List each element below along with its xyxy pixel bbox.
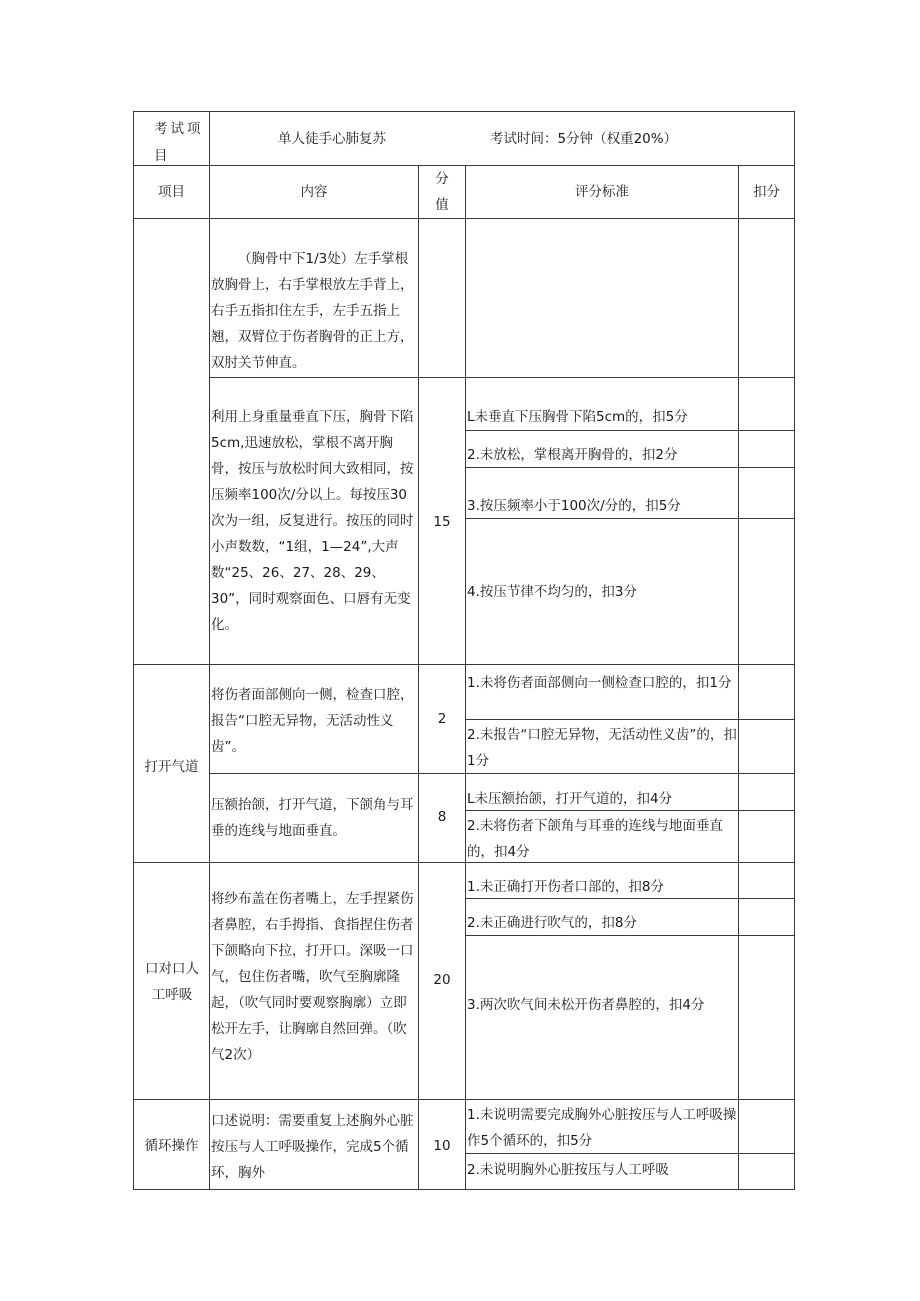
criteria-item: 3.两次吹气间未松开伤者鼻腔的，扣4分: [467, 997, 705, 1013]
criteria-item: 2.未说明胸外心脏按压与人工呼吸: [467, 1162, 669, 1178]
rule: [465, 430, 795, 431]
criteria-item: 1.未正确打开伤者口部的，扣8分: [467, 879, 664, 895]
rule: [465, 719, 795, 720]
row-content: （胸骨中下1/3处）左手掌根放胸骨上，右手掌根放左手背上，右手五指扣住左手，左手五指上翘，双臂位于伤者胸骨的正上方，双肘关节伸直。: [211, 251, 414, 371]
row-content: 压额抬颌，打开气道，下颌角与耳垂的连线与地面垂直。: [211, 797, 414, 839]
rule: [209, 111, 210, 1190]
rule: [133, 1099, 795, 1100]
criteria-item: 1.未说明需要完成胸外心脏按压与人工呼吸操作5个循环的，扣5分: [467, 1107, 737, 1149]
row-item: 打开气道: [144, 759, 199, 775]
criteria-item: 2.未正确进行吹气的，扣8分: [467, 915, 637, 931]
rule: [133, 1189, 795, 1190]
criteria-item: L未垂直下压胸骨下陷5cm的，扣5分: [467, 409, 688, 425]
row-item: 循环操作: [144, 1138, 199, 1154]
row-score: 10: [433, 1138, 451, 1154]
rule: [465, 165, 466, 1190]
criteria-item: 2.未放松，掌根离开胸骨的，扣2分: [467, 447, 678, 463]
rule: [133, 111, 134, 1190]
criteria-item: L未压额抬颌，打开气道的，扣4分: [467, 791, 673, 807]
row-content: 利用上身重量垂直下压，胸骨下陷5cm,迅速放松，掌根不离开胸骨，按压与放松时间大致相同，按压频率100次/分以上。每按压30次为一组，反复进行。按压的同时小声数数，“1组，1—24”,大声数“25、26、27、28、29、30”，同时观察面色、口唇有无变化。: [211, 409, 414, 633]
exam-item-label: 考试项 目: [154, 121, 204, 164]
criteria-item: 2.未报告“口腔无异物，无活动性义齿”的，扣1分: [467, 727, 737, 769]
rule: [133, 218, 795, 219]
criteria-item: 4.按压节律不均匀的，扣3分: [467, 584, 637, 600]
row-score: 2: [437, 711, 447, 727]
col-criteria: 评分标准: [575, 184, 629, 200]
criteria-item: 2.未将伤者下颌角与耳垂的连线与地面垂直的，扣4分: [467, 818, 723, 860]
exam-time: 考试时间：5分钟（权重20%）: [490, 131, 678, 147]
col-score: 分 值: [435, 171, 449, 213]
col-deduct: 扣分: [753, 184, 780, 200]
row-item: 口对口人工呼吸: [145, 961, 199, 1003]
rule: [133, 111, 795, 112]
rule: [209, 377, 795, 378]
rule: [738, 165, 739, 1190]
row-content: 将纱布盖在伤者嘴上，左手捏紧伤者鼻腔，右手拇指、食指捏住伤者下颌略向下拉，打开口。深吸一口气，包住伤者嘴，吹气至胸廓隆起，（吹气同时要观察胸廓）立即松开左手，让胸廓自然回弹。（吹气2次）: [211, 891, 414, 1063]
rule: [133, 664, 795, 665]
rule: [794, 111, 795, 1190]
col-content: 内容: [300, 184, 328, 200]
criteria-item: 1.未将伤者面部侧向一侧检查口腔的，扣1分: [467, 675, 732, 691]
col-item: 项目: [158, 184, 185, 200]
criteria-item: 3.按压频率小于100次/分的，扣5分: [467, 498, 681, 514]
row-score: 15: [433, 514, 451, 530]
rule: [418, 165, 419, 1190]
row-content: 将伤者面部侧向一侧，检查口腔，报告“口腔无异物，无活动性义齿”。: [211, 687, 414, 755]
row-score: 8: [437, 809, 447, 825]
row-content: 口述说明：需要重复上述胸外心脏按压与人工呼吸操作，完成5个循环，胸外: [211, 1113, 414, 1181]
row-score: 20: [433, 972, 451, 988]
exam-title: 单人徒手心肺复苏: [278, 131, 386, 147]
